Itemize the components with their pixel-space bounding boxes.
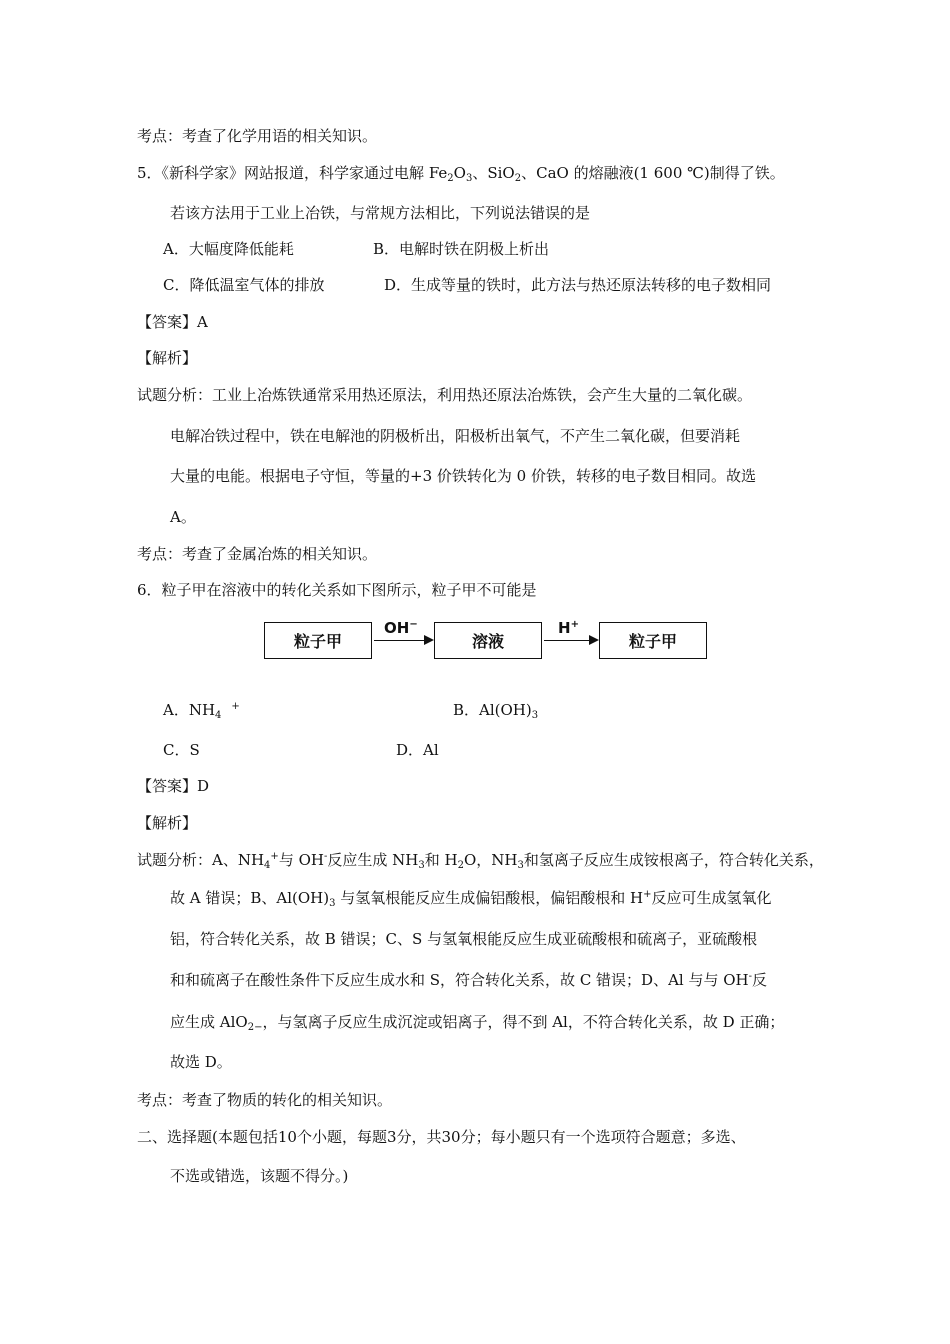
q5-option-c: C．降低温室气体的排放 — [163, 276, 325, 294]
q5-analysis-3: 大量的电能。根据电子守恒，等量的+3 价铁转化为 0 价铁，转移的电子数目相同。故选 — [170, 467, 756, 485]
q5-option-d: D．生成等量的铁时，此方法与热还原法转移的电子数相同 — [384, 276, 772, 294]
q6-kaodian: 考点：考查了物质的转化的相关知识。 — [137, 1091, 393, 1109]
q6-option-d: D．Al — [396, 741, 439, 759]
q5-analysis-1: 试题分析：工业上冶炼铁通常采用热还原法，利用热还原法冶炼铁，会产生大量的二氧化碳。 — [137, 386, 753, 404]
diagram-box-particle-end: 粒子甲 — [599, 622, 707, 659]
q6-analysis-5: 应生成 AlO$_{2-}$，与氢离子反应生成沉淀或铝离子，得不到 Al，不符合转化关系，故 D 正确； — [170, 1013, 785, 1033]
q6-analysis-4: 和和硫离子在酸性条件下反应生成水和 S，符合转化关系，故 C 错误；D、Al 与与 OH-反 — [170, 971, 768, 989]
q6-answer: 【答案】D — [137, 777, 210, 795]
q5-jiexi-heading: 【解析】 — [137, 349, 198, 367]
q5-analysis-4: A。 — [170, 508, 196, 526]
diagram-arrow-1-label: OH− — [384, 619, 418, 637]
q5-stem-2: 若该方法用于工业上冶铁，与常规方法相比，下列说法错误的是 — [170, 204, 591, 222]
section-2-heading: 二、选择题(本题包括10个小题，每题3分，共30分；每小题只有一个选项符合题意；多选、 — [137, 1128, 746, 1146]
q6-option-b: B．$Al(OH)_3$ — [453, 701, 539, 721]
diagram-arrow-2-head — [589, 635, 599, 645]
q6-analysis-6: 故选 D。 — [170, 1053, 232, 1071]
q5-stem: 5．《新科学家》网站报道，科学家通过电解 $Fe_2O_3$、SiO$_2$、CaO 的熔融液(1 600 ℃)制得了铁。 — [137, 164, 785, 184]
q5-option-b: B．电解时铁在阴极上析出 — [373, 240, 550, 258]
diagram-box-solution: 溶液 — [434, 622, 542, 659]
q6-analysis-2: 故 A 错误；B、$Al(OH)_3$ 与氢氧根能反应生成偏铝酸根，偏铝酸根和 H+反应可生成氢氧化 — [170, 889, 772, 909]
q6-jiexi-heading: 【解析】 — [137, 814, 198, 832]
q6-stem: 6．粒子甲在溶液中的转化关系如下图所示，粒子甲不可能是 — [137, 581, 537, 599]
diagram-arrow-1-line — [374, 640, 426, 641]
q6-analysis-3: 铝，符合转化关系，故 B 错误；C、S 与氢氧根能反应生成亚硫酸根和硫离子，亚硫酸根 — [170, 930, 758, 948]
q5-kaodian: 考点：考查了金属冶炼的相关知识。 — [137, 545, 378, 563]
q5-answer: 【答案】A — [137, 313, 208, 331]
diagram-arrow-1-head — [424, 635, 434, 645]
q6-option-a: A．$NH_4^+$ — [163, 701, 240, 721]
diagram-arrow-2-label: H+ — [558, 619, 579, 637]
q5-option-a: A．大幅度降低能耗 — [163, 240, 294, 258]
diagram-arrow-2-line — [544, 640, 591, 641]
q6-option-c: C．S — [163, 741, 200, 759]
q6-analysis-1: 试题分析：A、$NH_4^+$与 OH-反应生成 $NH_3$和 $H_2O$，$NH_3$和氢离子反应生成铵根离子，符合转化关系， — [137, 851, 824, 871]
kaodian-line: 考点：考查了化学用语的相关知识。 — [137, 127, 378, 145]
q5-analysis-2: 电解冶铁过程中，铁在电解池的阴极析出，阳极析出氧气，不产生二氧化碳，但要消耗 — [170, 427, 741, 445]
diagram-box-particle-start: 粒子甲 — [264, 622, 372, 659]
section-2-heading-cont: 不选或错选，该题不得分。) — [170, 1167, 349, 1185]
